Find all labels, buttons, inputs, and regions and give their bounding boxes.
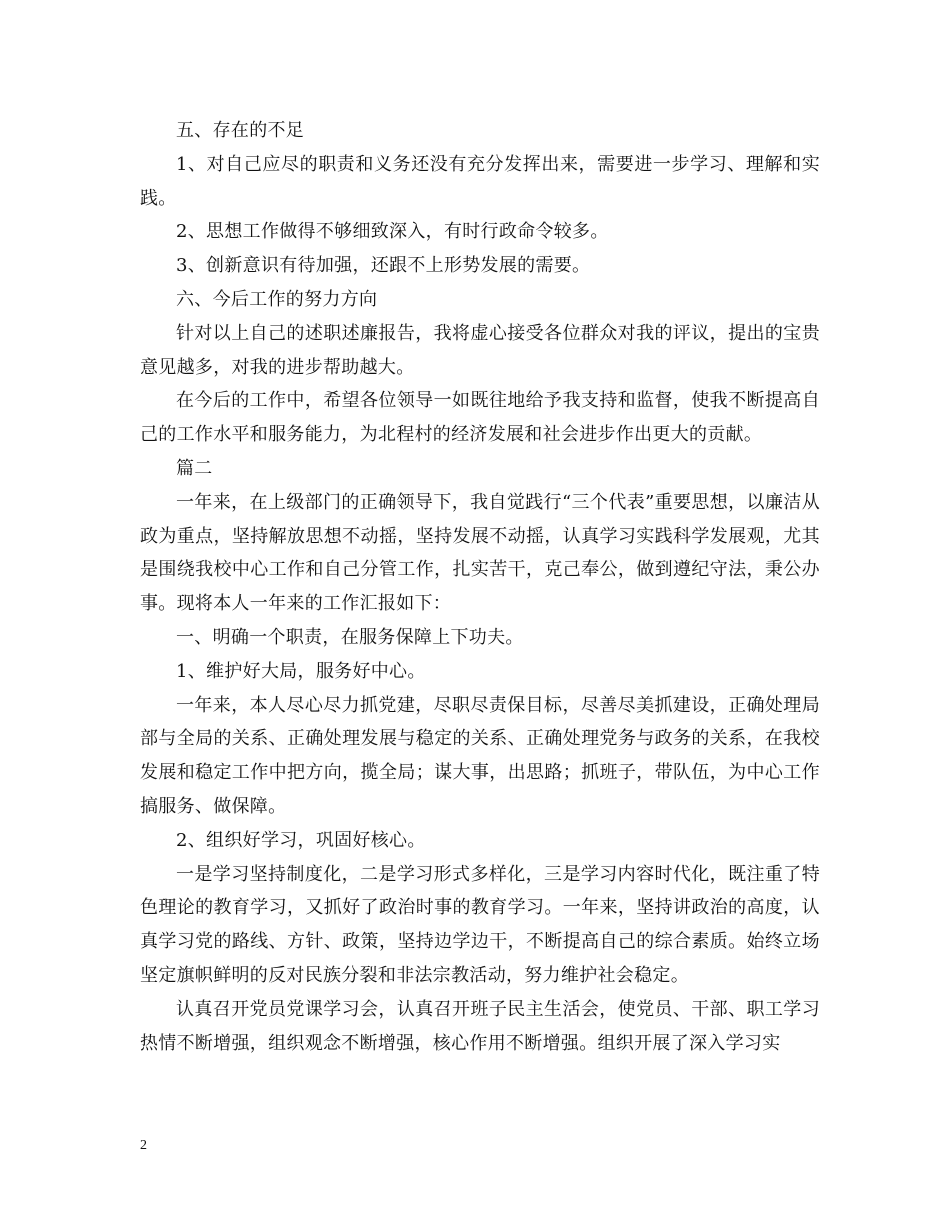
paragraph: 在今后的工作中，希望各位领导一如既往地给予我支持和监督，使我不断提高自己的工作水平和服务能力，为北程村的经济发展和社会进步作出更大的贡献。: [140, 390, 820, 446]
section-heading-future-direction: 六、今后工作的努力方向: [176, 288, 378, 310]
page-number: 2: [140, 1138, 147, 1153]
document-body: [140, 114, 820, 1060]
section-heading-shortcomings: 五、存在的不足: [176, 120, 305, 141]
paragraph: 一年来，本人尽心尽力抓党建，尽职尽责保目标，尽善尽美抓建设，正确处理局部与全局的关系、正确处理发展与稳定的关系、正确处理党务与政务的关系，在我校发展和稳定工作中把方向，揽全局；谋大事，出思路；抓班子，带队伍，为中心工作搞服务、做保障。: [140, 694, 820, 817]
paragraph: 一是学习坚持制度化，二是学习形式多样化，三是学习内容时代化，既注重了特色理论的教育学习，又抓好了政治时事的教育学习。一年来，坚持讲政治的高度，认真学习党的路线、方针、政策，坚持边学边干，不断提高自己的综合素质。始终立场坚定旗帜鲜明的反对民族分裂和非法宗教活动，努力维护社会稳定。: [140, 863, 820, 986]
paragraph: 针对以上自己的述职述廉报告，我将虚心接受各位群众对我的评议，提出的宝贵意见越多，对我的进步帮助越大。: [140, 322, 820, 378]
part-heading: 篇二: [176, 457, 213, 479]
subsection-heading: 2、组织好学习，巩固好核心。: [176, 829, 426, 851]
paragraph: 一年来，在上级部门的正确领导下，我自觉践行“三个代表”重要思想，以廉洁从政为重点，坚持解放思想不动摇，坚持发展不动摇，认真学习实践科学发展观，尤其是围绕我校中心工作和自己分管工作，扎实苦干，克己奉公，做到遵纪守法，秉公办事。现将本人一年来的工作汇报如下：: [140, 491, 820, 615]
paragraph: 3、创新意识有待加强，还跟不上形势发展的需要。: [176, 255, 591, 277]
subsection-heading: 1、维护好大局，服务好中心。: [176, 660, 426, 682]
paragraph: 认真召开党员党课学习会，认真召开班子民主生活会，使党员、干部、职工学习热情不断增强，组织观念不断增强，核心作用不断增强。组织开展了深入学习实: [140, 998, 820, 1054]
section-heading-responsibility: 一、明确一个职责，在服务保障上下功夫。: [176, 626, 524, 648]
paragraph: 1、对自己应尽的职责和义务还没有充分发挥出来，需要进一步学习、理解和实践。: [140, 153, 820, 209]
paragraph: 2、思想工作做得不够细致深入，有时行政命令较多。: [176, 221, 609, 243]
